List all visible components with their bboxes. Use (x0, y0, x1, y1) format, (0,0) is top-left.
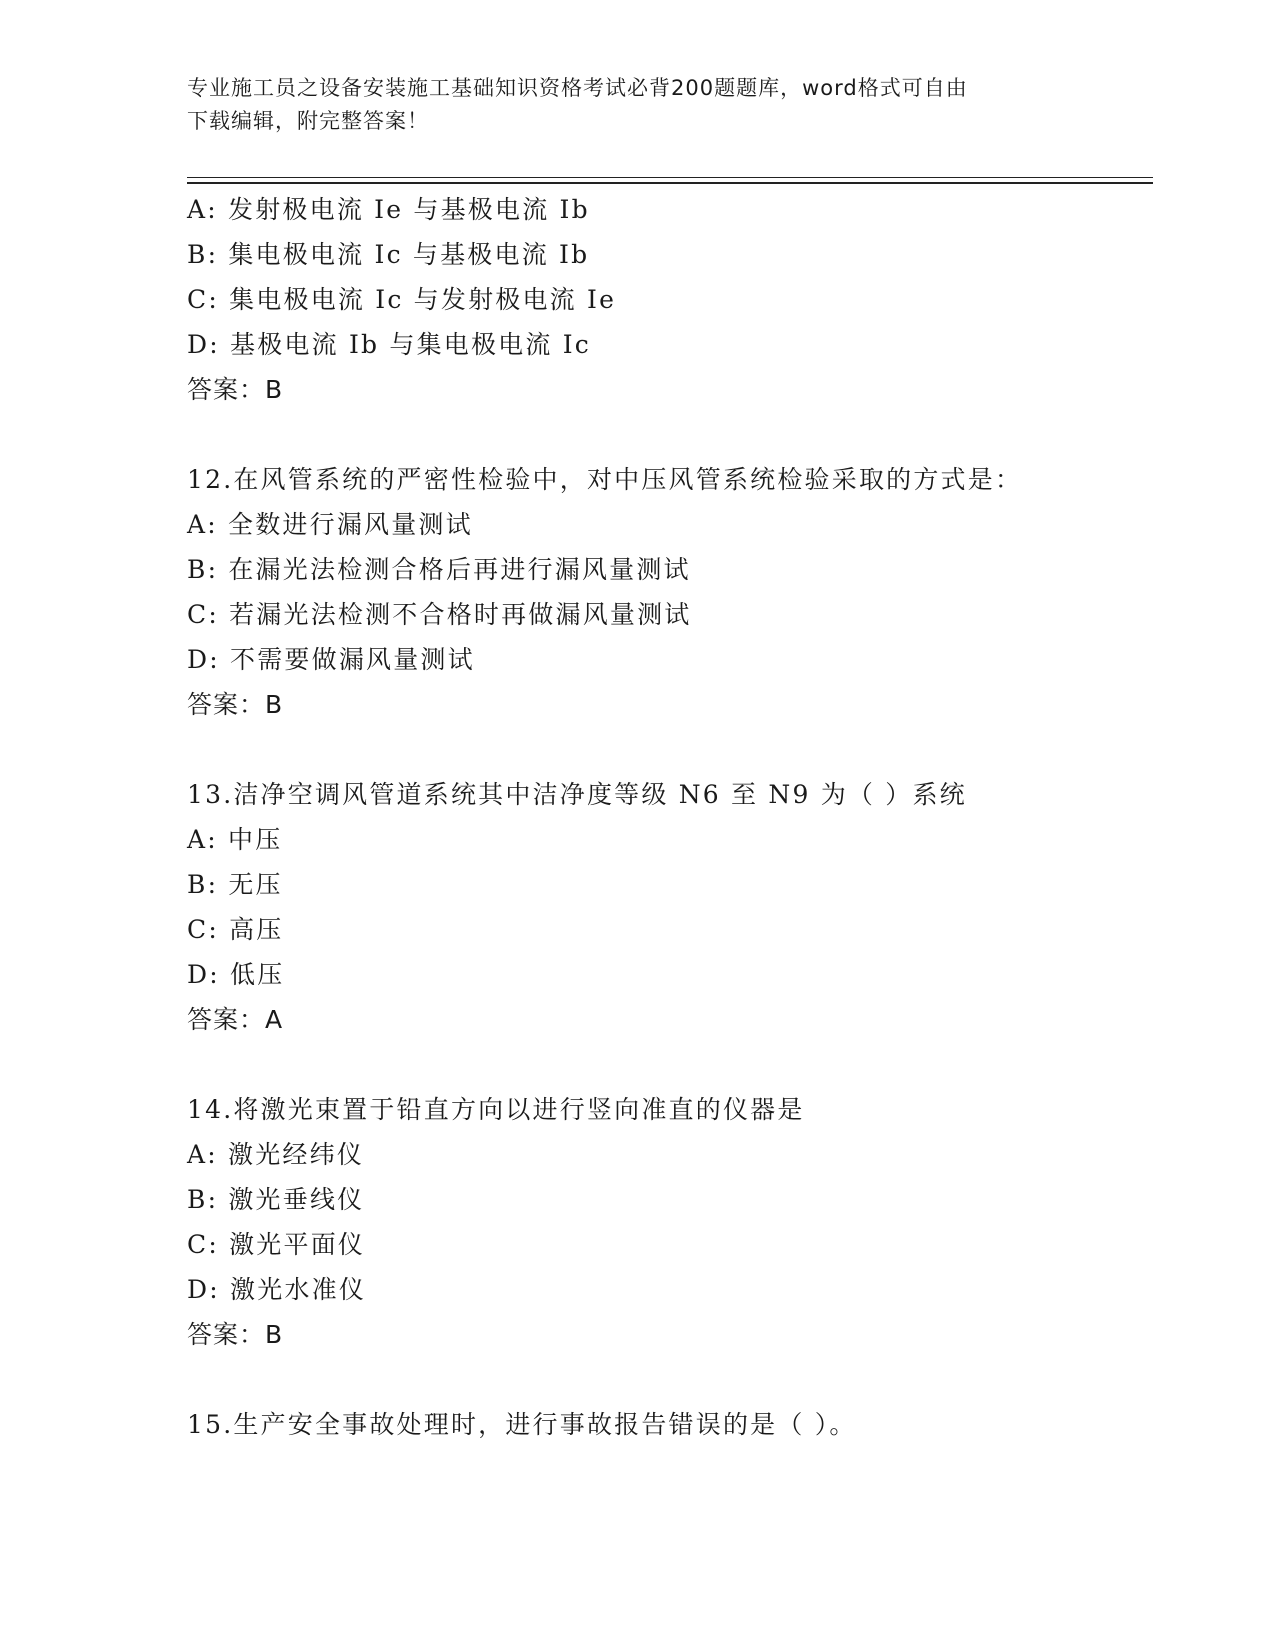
q11-option-d: D: 基极电流 Ib 与集电极电流 Ic (187, 330, 592, 359)
q14-answer: 答案：B (187, 1320, 284, 1349)
q14-question: 14.将激光束置于铅直方向以进行竖向准直的仪器是 (187, 1095, 805, 1124)
q12-option-b: B: 在漏光法检测合格后再进行漏风量测试 (187, 555, 691, 584)
q11-option-c: C: 集电极电流 Ic 与发射极电流 Ie (187, 285, 617, 314)
q13-option-c: C: 高压 (187, 915, 284, 944)
header-line-2: 下载编辑，附完整答案！ (187, 109, 429, 133)
document-header (187, 72, 1087, 138)
q13-answer: 答案：A (187, 1005, 284, 1034)
header-divider-thin (187, 177, 1153, 178)
q12-option-c: C: 若漏光法检测不合格时再做漏风量测试 (187, 600, 692, 629)
q11-answer: 答案：B (187, 375, 284, 404)
q13-option-d: D: 低压 (187, 960, 285, 989)
q14-option-b: B: 激光垂线仪 (187, 1185, 365, 1214)
q14-option-c: C: 激光平面仪 (187, 1230, 366, 1259)
q14-option-d: D: 激光水准仪 (187, 1275, 367, 1304)
q11-option-b: B: 集电极电流 Ic 与基极电流 Ib (187, 240, 590, 269)
q12-option-a: A: 全数进行漏风量测试 (187, 510, 473, 539)
q11-option-a: A: 发射极电流 Ie 与基极电流 Ib (187, 195, 590, 224)
q12-question: 12.在风管系统的严密性检验中，对中压风管系统检验采取的方式是： (187, 465, 1023, 494)
q15-question: 15.生产安全事故处理时，进行事故报告错误的是（ ）。 (187, 1410, 857, 1439)
header-divider-thick (187, 182, 1153, 184)
q13-option-b: B: 无压 (187, 870, 283, 899)
q13-option-a: A: 中压 (187, 825, 283, 854)
q13-question: 13.洁净空调风管道系统其中洁净度等级 N6 至 N9 为（ ）系统 (187, 780, 967, 809)
header-line-1: 专业施工员之设备安装施工基础知识资格考试必背200题题库，word格式可自由 (187, 76, 968, 100)
q12-option-d: D: 不需要做漏风量测试 (187, 645, 475, 674)
q12-answer: 答案：B (187, 690, 284, 719)
q14-option-a: A: 激光经纬仪 (187, 1140, 365, 1169)
